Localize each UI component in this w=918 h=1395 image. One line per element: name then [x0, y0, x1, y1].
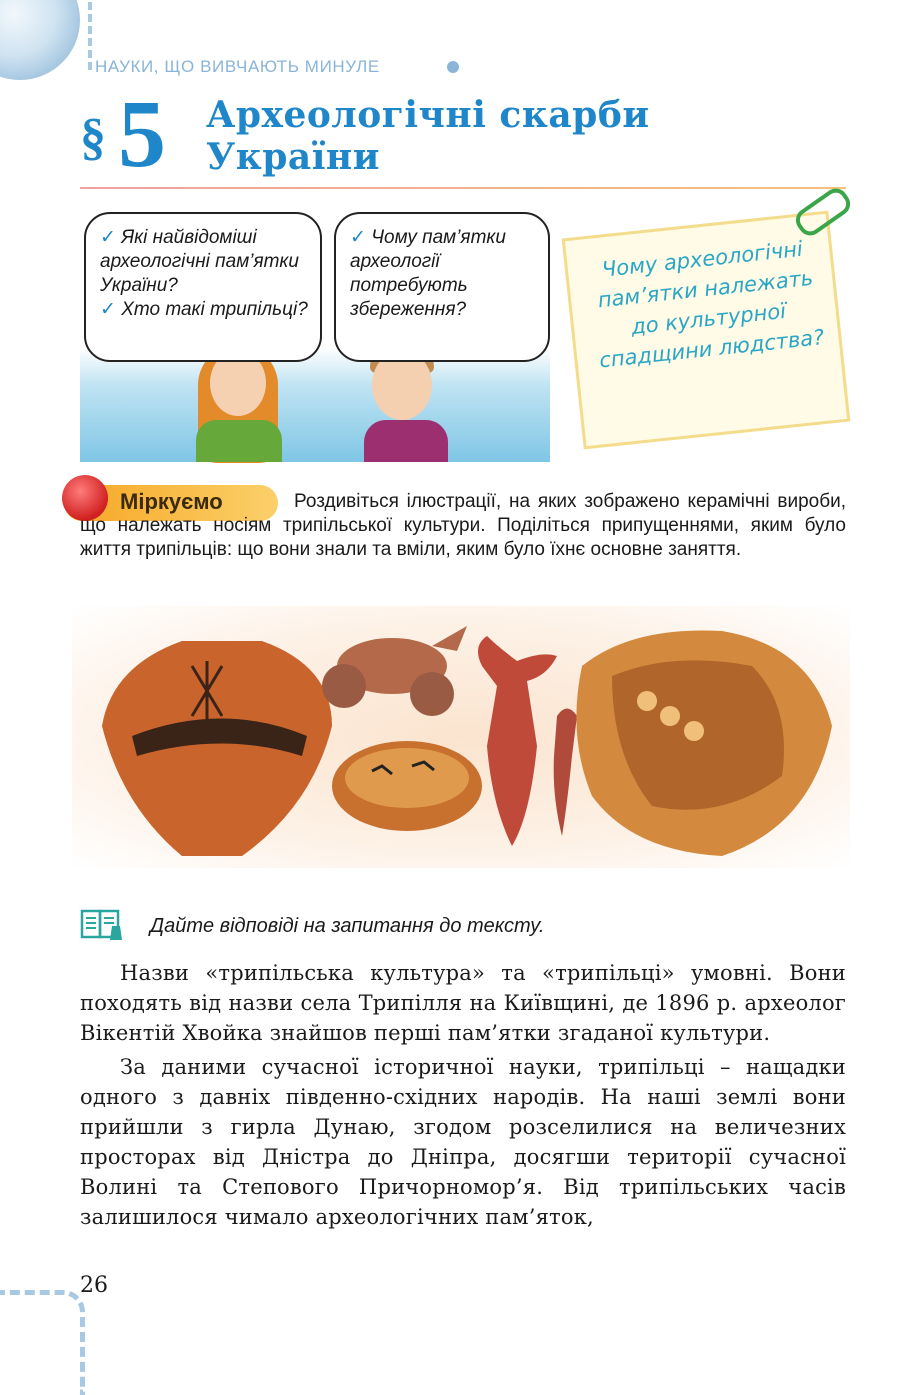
paragraph-sign: § — [80, 109, 106, 166]
think-badge-label: Міркуємо — [120, 489, 223, 514]
header-dot — [447, 61, 459, 73]
corner-dash-decoration — [70, 0, 92, 70]
paragraph-number: 5 — [118, 80, 166, 187]
body-paragraph-2: За даними сучасної історичної науки, трипільці – нащадки одного з давніх південно-східних народів. На наші землі вони прийшли з гирла Дунаю, згодом розселилися на величезних просторах від Дністра до Дніпра, досягши території сучасної Волині та Степового Причорномор’я. Від трипільських часів залишилося чимало археологічних пам’яток, — [80, 1055, 846, 1229]
page-number: 26 — [80, 1273, 108, 1298]
body-text — [80, 958, 846, 1232]
sticky-note-text: Чому археологічні пам’ятки належать до культурної спадщини людства? — [596, 236, 826, 373]
bubble-question-3: Чому пам’ятки археології потребують збереження? — [350, 227, 506, 320]
speech-bubble-boy — [334, 212, 550, 362]
page-title — [206, 94, 650, 178]
bubble-question-2: Хто такі трипільці? — [121, 299, 308, 320]
check-icon: ✓ — [350, 227, 366, 248]
book-hand-icon — [80, 908, 126, 942]
pottery-artifacts-drawing — [72, 606, 850, 868]
think-prompt-text: Роздивіться ілюстрації, на яких зображено керамічні вироби, що належать носіям трипільської культури. Поділіться припущеннями, яким було життя трипільців: що вони знали та вміли, яким було їхнє основне заняття. — [80, 491, 846, 560]
corner-dash-decoration-bottom — [0, 1290, 85, 1395]
section-caps-header: НАУКИ, ЩО ВИВЧАЮТЬ МИНУЛЕ — [95, 57, 380, 76]
speech-bubble-girl — [84, 212, 322, 362]
question-instruction: Дайте відповіді на запитання до тексту. — [150, 915, 545, 937]
bubble-question-1: Які найвідоміші археологічні пам’ятки України? — [100, 227, 299, 296]
page-title-line2: України — [206, 136, 380, 178]
check-icon: ✓ — [100, 227, 116, 248]
page-title-line1: Археологічні скарби — [206, 94, 650, 136]
pottery-illustration — [72, 606, 850, 868]
boy-body-illustration — [364, 420, 448, 462]
corner-decoration — [0, 0, 80, 80]
body-paragraph-1: Назви «трипільська культура» та «трипільці» умовні. Вони походять від назви села Трипілля на Київщині, де 1896 р. археолог Вікентій Хвойка знайшов перші пам’ятки згаданої культури. — [80, 961, 846, 1045]
title-divider — [80, 187, 846, 189]
girl-body-illustration — [196, 420, 282, 462]
check-icon: ✓ — [100, 299, 116, 320]
